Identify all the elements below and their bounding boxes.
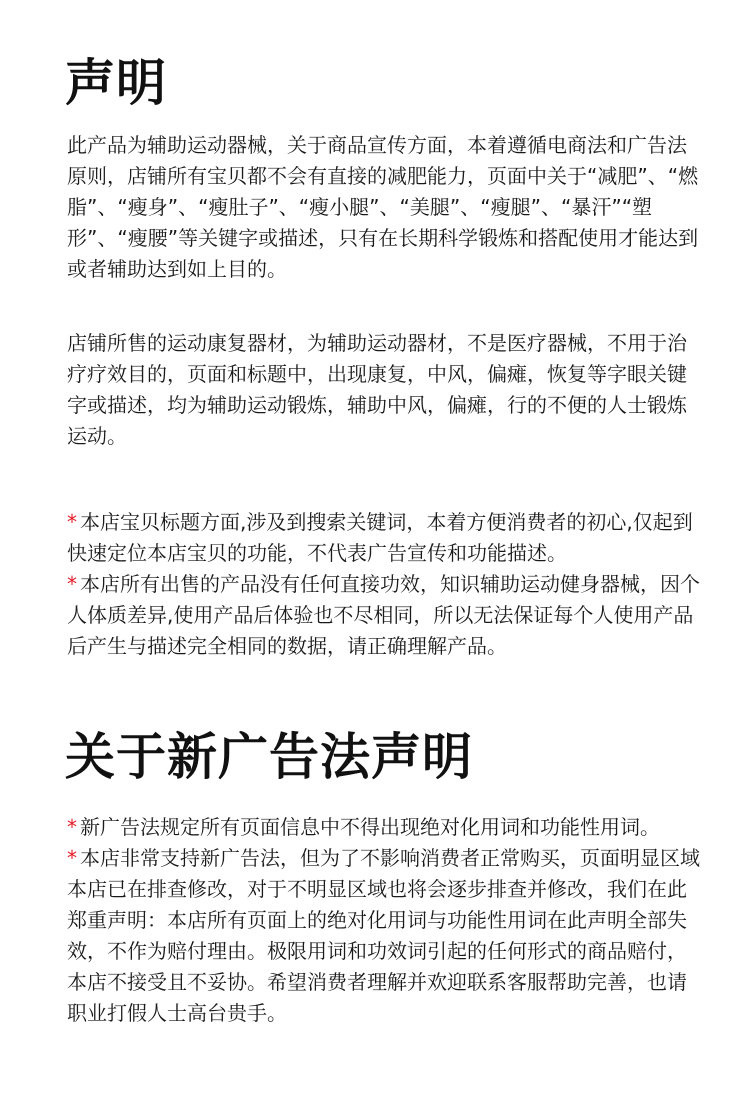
rehab-equipment-paragraph: 店铺所售的运动康复器材，为辅助运动器材，不是医疗器械，不用于治疗疗效目的，页面和标题中，出现康复，中风，偏瘫，恢复等字眼关键字或描述，均为辅助运动锻炼，辅助中风，偏瘫，行的不便的人士锻炼运动。	[67, 331, 687, 448]
asterisk-icon: *	[67, 572, 77, 596]
asterisk-icon: *	[67, 815, 77, 839]
note-item	[67, 507, 703, 569]
statement-title: 声明	[65, 54, 167, 112]
note-text: 新广告法规定所有页面信息中不得出现绝对化用词和功能性用词。	[80, 815, 660, 839]
note-item	[67, 569, 703, 662]
note-text: 本店非常支持新广告法，但为了不影响消费者正常购买，页面明显区域本店已在排查修改，对于不明显区域也将会逐步排查并修改，我们在此郑重声明：本店所有页面上的绝对化用词与功能性用词在此声明全部失效，不作为赔付理由。极限用词和功效词引起的任何形式的商品赔付，本店不接受且不妥协。希望消费者理解并欢迎联系客服帮助完善，也请职业打假人士高台贵手。	[67, 846, 700, 1025]
statement-notes	[67, 507, 703, 662]
note-text: 本店所有出售的产品没有任何直接功效，知识辅助运动健身器械，因个人体质差异,使用产品后体验也不尽相同，所以无法保证每个人使用产品后产生与描述完全相同的数据，请正确理解产品。	[67, 572, 700, 658]
note-text: 本店宝贝标题方面,涉及到搜索关键词，本着方便消费者的初心,仅起到快速定位本店宝贝的功能，不代表广告宣传和功能描述。	[67, 510, 693, 565]
asterisk-icon: *	[67, 846, 77, 870]
ad-law-statement-title: 关于新广告法声明	[65, 728, 473, 786]
note-item	[67, 843, 703, 1029]
ad-law-notes	[67, 812, 703, 1029]
product-disclaimer-paragraph: 此产品为辅助运动器械，关于商品宣传方面，本着遵循电商法和广告法原则，店铺所有宝贝都不会有直接的减肥能力，页面中关于“减肥”、“燃脂”、“瘦身”、“瘦肚子”、“瘦小腿”、“美腿”、“瘦腿”、“暴汗”“塑形”、“瘦腰”等关键字或描述，只有在长期科学锻炼和搭配使用才能达到或者辅助达到如上目的。	[67, 133, 699, 281]
asterisk-icon: *	[67, 510, 77, 534]
note-item	[67, 812, 703, 843]
